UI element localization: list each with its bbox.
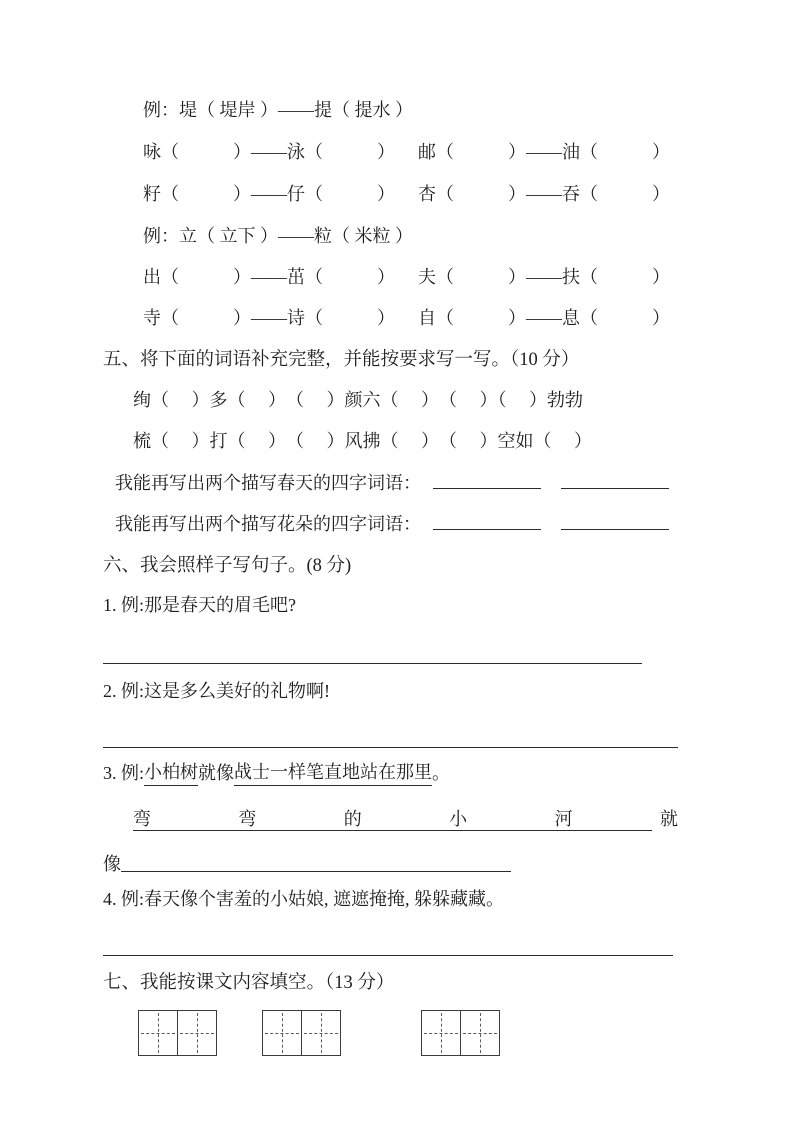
word-pair-right: 杏（ ）——吞（ ）	[418, 184, 670, 204]
word-pair-right: 自（ ）——息（ ）	[418, 307, 670, 328]
word-pair-left: 咏（ ）——泳（ ）	[143, 142, 395, 162]
section6-heading	[103, 544, 735, 584]
tianzige-cell	[139, 1011, 177, 1055]
fill-sentence-line-2	[103, 838, 735, 878]
example-line-1	[103, 88, 735, 130]
question-1-text: 1. 例:那是春天的眉毛吧?	[103, 595, 296, 615]
question-1	[103, 584, 735, 624]
word-pair-row	[103, 296, 735, 337]
word-pair-right: 夫（ ）——扶（ ）	[418, 266, 670, 287]
question-3-label: 3. 例:	[103, 763, 145, 783]
section6-heading-text: 六、我会照样子写句子。(8 分)	[103, 556, 352, 576]
idiom-row	[103, 419, 735, 461]
write-words-prompt: 我能再写出两个描写花朵的四字词语：	[115, 514, 421, 534]
section5-heading-text: 五、将下面的词语补充完整，并能按要求写一写。（10 分）	[103, 349, 580, 370]
fill-char: 小	[449, 809, 468, 829]
question-3-underlined-2: 战士一样笔直地站在那里	[234, 758, 432, 786]
word-pair-row	[103, 172, 735, 214]
answer-blank	[561, 475, 669, 489]
word-pair-row	[103, 130, 735, 172]
example-text: 例：堤（ 堤岸 ）——提（ 提水 ）	[143, 100, 413, 120]
tianzige-box	[138, 1010, 217, 1056]
word-pair-left: 寺（ ）——诗（ ）	[143, 307, 395, 328]
tianzige-row	[103, 1010, 735, 1058]
answer-rule	[103, 663, 642, 664]
answer-rule	[103, 747, 678, 748]
word-pair-left: 籽（ ）——仔（ ）	[143, 184, 395, 204]
word-pair-row	[103, 255, 735, 296]
answer-rule	[103, 955, 673, 956]
answer-blank	[433, 475, 541, 489]
section7-heading	[103, 960, 735, 1002]
fill-char: 就	[659, 809, 678, 829]
tianzige-box	[262, 1010, 341, 1056]
question-2-text: 2. 例:这是多么美好的礼物啊!	[103, 681, 330, 701]
fill-char: 河	[554, 809, 573, 829]
question-3-underlined-1: 小柏树	[144, 758, 198, 786]
tianzige-box	[421, 1010, 500, 1056]
answer-line-4	[103, 918, 735, 960]
example-text: 例：立（ 立下 ）——粒（ 米粒 ）	[143, 225, 413, 246]
answer-blank	[433, 516, 541, 530]
tianzige-cell	[460, 1011, 499, 1055]
answer-line-1	[103, 624, 735, 668]
word-pair-left: 出（ ）——茁（ ）	[143, 266, 395, 287]
tianzige-cell	[263, 1011, 301, 1055]
idiom-row-text: 梳（ ）打（ ） （ ）风拂（ ） （ ）空如（ ）	[133, 431, 592, 451]
fill-char: 的	[343, 809, 362, 829]
section7-heading-text: 七、我能按课文内容填空。（13 分）	[103, 973, 395, 993]
question-3	[103, 752, 735, 792]
question-2	[103, 668, 735, 712]
write-words-line	[103, 502, 735, 544]
fill-rule	[133, 830, 652, 831]
fill-char: 像	[103, 854, 121, 874]
answer-blank	[561, 516, 669, 530]
write-words-prompt: 我能再写出两个描写春天的四字词语：	[115, 472, 421, 493]
tianzige-cell	[301, 1011, 340, 1055]
section5-heading	[103, 337, 735, 378]
question-4-text: 4. 例:春天像个害羞的小姑娘, 遮遮掩掩, 躲躲藏藏。	[103, 889, 504, 909]
question-3-mid: 就像	[198, 763, 235, 783]
answer-rule	[121, 871, 511, 872]
example-line-2	[103, 214, 735, 255]
write-words-line	[103, 461, 735, 502]
question-4	[103, 878, 735, 918]
question-3-period: 。	[432, 763, 451, 783]
idiom-row-text: 绚（ ）多（ ） （ ）颜六（ ） （ ）（ ）勃勃	[133, 389, 583, 410]
tianzige-cell	[422, 1011, 460, 1055]
fill-sentence-line	[133, 792, 678, 838]
word-pair-right: 邮（ ）——油（ ）	[418, 142, 670, 162]
idiom-row	[103, 378, 735, 419]
fill-char: 弯	[238, 809, 257, 829]
fill-char: 弯	[133, 809, 151, 829]
tianzige-cell	[177, 1011, 216, 1055]
answer-line-2	[103, 712, 735, 752]
